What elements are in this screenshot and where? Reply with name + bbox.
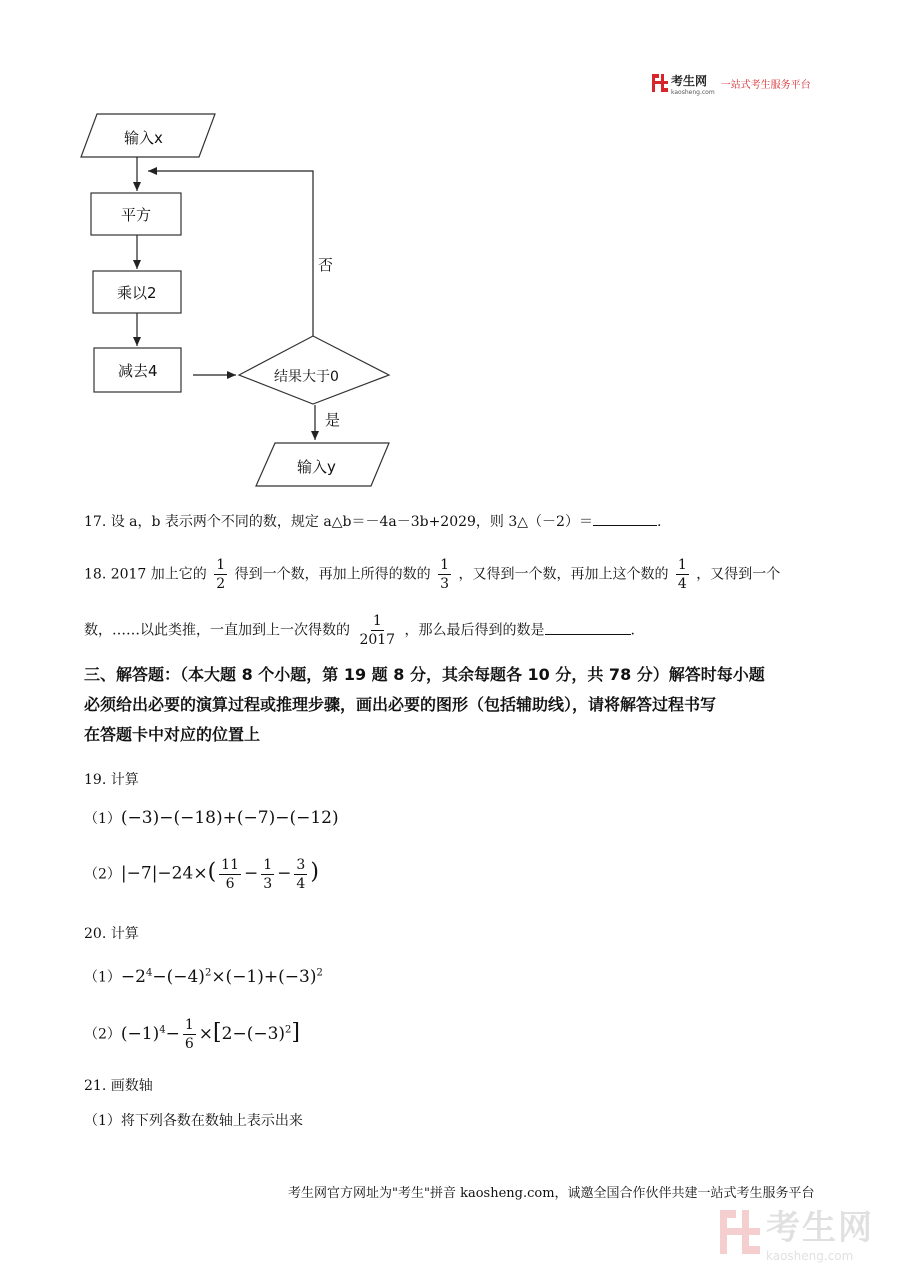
q18-f1-den: 2	[216, 576, 226, 592]
q19-minus-2: −	[277, 863, 292, 884]
watermark-name: 考生网	[766, 1208, 874, 1248]
q20-p2-post: $\times[2-(-3)^2]$	[198, 1019, 300, 1045]
q19-p1-label: （1）	[84, 811, 121, 827]
q19-title: 19. 计算	[84, 772, 139, 788]
section-3-line3: 在答题卡中对应的位置上	[84, 725, 261, 744]
q18-part4: ，又得到一个	[696, 566, 781, 583]
q20-p2-pre: $(-1)^4-$	[120, 1023, 180, 1044]
q19-fraction-3-4	[294, 856, 307, 893]
q18-part6: ，那么最后得到的数是	[404, 622, 545, 639]
flow-input-label: 输入x	[124, 129, 163, 147]
q18-f2-den: 3	[440, 576, 449, 592]
q19-part1	[84, 808, 339, 829]
q18-fraction-half	[214, 556, 227, 593]
q20-p1-expr: $-2^4-(-4)^2\times(-1)+(-3)^2$	[120, 966, 323, 987]
watermark	[720, 1200, 874, 1263]
section-3-heading	[84, 660, 765, 750]
q19-p1-expr: (−3)−(−18)+(−7)−(−12)	[120, 808, 339, 828]
footer-text: 考生网官方网址为"考生"拼音 kaosheng.com，诚邀全国合作伙伴共建一站式考生服务平台	[288, 1186, 815, 1201]
flow-no-label: 否	[318, 256, 334, 274]
flow-arrow-no	[148, 171, 313, 336]
q20-f-den: 6	[184, 1036, 194, 1052]
q18-part3: ，又得到一个数，再加上这个数的	[458, 566, 669, 583]
q21-title: 21. 画数轴	[84, 1078, 153, 1094]
section-3-line2: 必须给出必要的演算过程或推理步骤，画出必要的图形（包括辅助线），请将解答过程书写	[84, 695, 717, 714]
flowchart	[0, 0, 900, 500]
flow-square-label: 平方	[121, 206, 152, 224]
q18-f4-num: 1	[372, 613, 382, 629]
flow-output-label: 输入y	[297, 458, 336, 476]
q18-part5: 数，……以此类推，一直加到上一次得数的	[84, 622, 350, 639]
q18-f3-den: 4	[677, 576, 687, 592]
q20-fraction-1-6	[183, 1016, 196, 1053]
q18-f1-num: 1	[216, 557, 226, 573]
q20-part1	[84, 963, 323, 988]
logo-name: 考生网	[671, 73, 708, 88]
q19-fraction-1-3	[261, 856, 274, 893]
flow-decision-label: 结果大于0	[274, 369, 339, 385]
q17-end: .	[656, 514, 662, 530]
q19-f3-num: 3	[296, 857, 306, 873]
q18-f4-den: 2017	[359, 632, 396, 648]
logo-url: kaosheng.com	[671, 88, 715, 96]
q18-fraction-third	[438, 556, 451, 593]
header-slogan: 一站式考生服务平台	[720, 79, 811, 91]
question-18-line2	[84, 612, 635, 649]
q18-answer-blank	[545, 620, 631, 635]
q19-f1-den: 6	[225, 876, 235, 892]
flow-subtract-label: 减去4	[118, 362, 158, 380]
q19-p2-pre: |−7|−24×	[120, 863, 208, 884]
q17-answer-blank	[593, 511, 657, 526]
q18-f3-num: 1	[677, 557, 687, 573]
flow-yes-label: 是	[325, 411, 341, 429]
q18-fraction-quarter	[676, 556, 689, 593]
q19-close-paren: )	[310, 859, 319, 885]
q19-f1-num: 11	[221, 857, 239, 873]
q20-p2-label: （2）	[84, 1026, 121, 1043]
q20-title: 20. 计算	[84, 926, 139, 942]
q21-part1: （1）将下列各数在数轴上表示出来	[84, 1113, 303, 1129]
q20-part2	[84, 1016, 300, 1053]
q18-part1: 18. 2017 加上它的	[84, 566, 207, 583]
q19-f2-den: 3	[263, 876, 273, 892]
q20-p1-label: （1）	[84, 969, 121, 986]
question-18-line1	[84, 556, 780, 593]
q19-p2-label: （2）	[84, 866, 121, 883]
watermark-logo-icon	[720, 1210, 760, 1254]
q19-fraction-11-6	[219, 856, 241, 893]
q19-f2-num: 1	[263, 857, 273, 873]
q20-f-num: 1	[184, 1017, 194, 1033]
q19-f3-den: 4	[296, 876, 306, 892]
watermark-url: kaosheng.com	[766, 1249, 854, 1263]
question-17	[84, 511, 661, 532]
q18-f2-num: 1	[440, 557, 449, 573]
section-3-line1: 三、解答题：（本大题 8 个小题，第 19 题 8 分，其余每题各 10 分，共 78 分）解答时每小题	[84, 665, 765, 684]
flow-multiply-label: 乘以2	[117, 284, 157, 302]
q19-part2	[84, 856, 319, 893]
q18-part2: 得到一个数，再加上所得的数的	[234, 566, 431, 583]
q18-fraction-2017	[357, 612, 397, 649]
q18-end: .	[630, 622, 635, 639]
q19-minus-1: −	[243, 863, 259, 884]
q19-open-paren: (	[207, 859, 217, 885]
q17-text: 17. 设 a，b 表示两个不同的数，规定 a△b＝－4a－3b+2029，则 3△（－2）＝	[84, 514, 593, 530]
